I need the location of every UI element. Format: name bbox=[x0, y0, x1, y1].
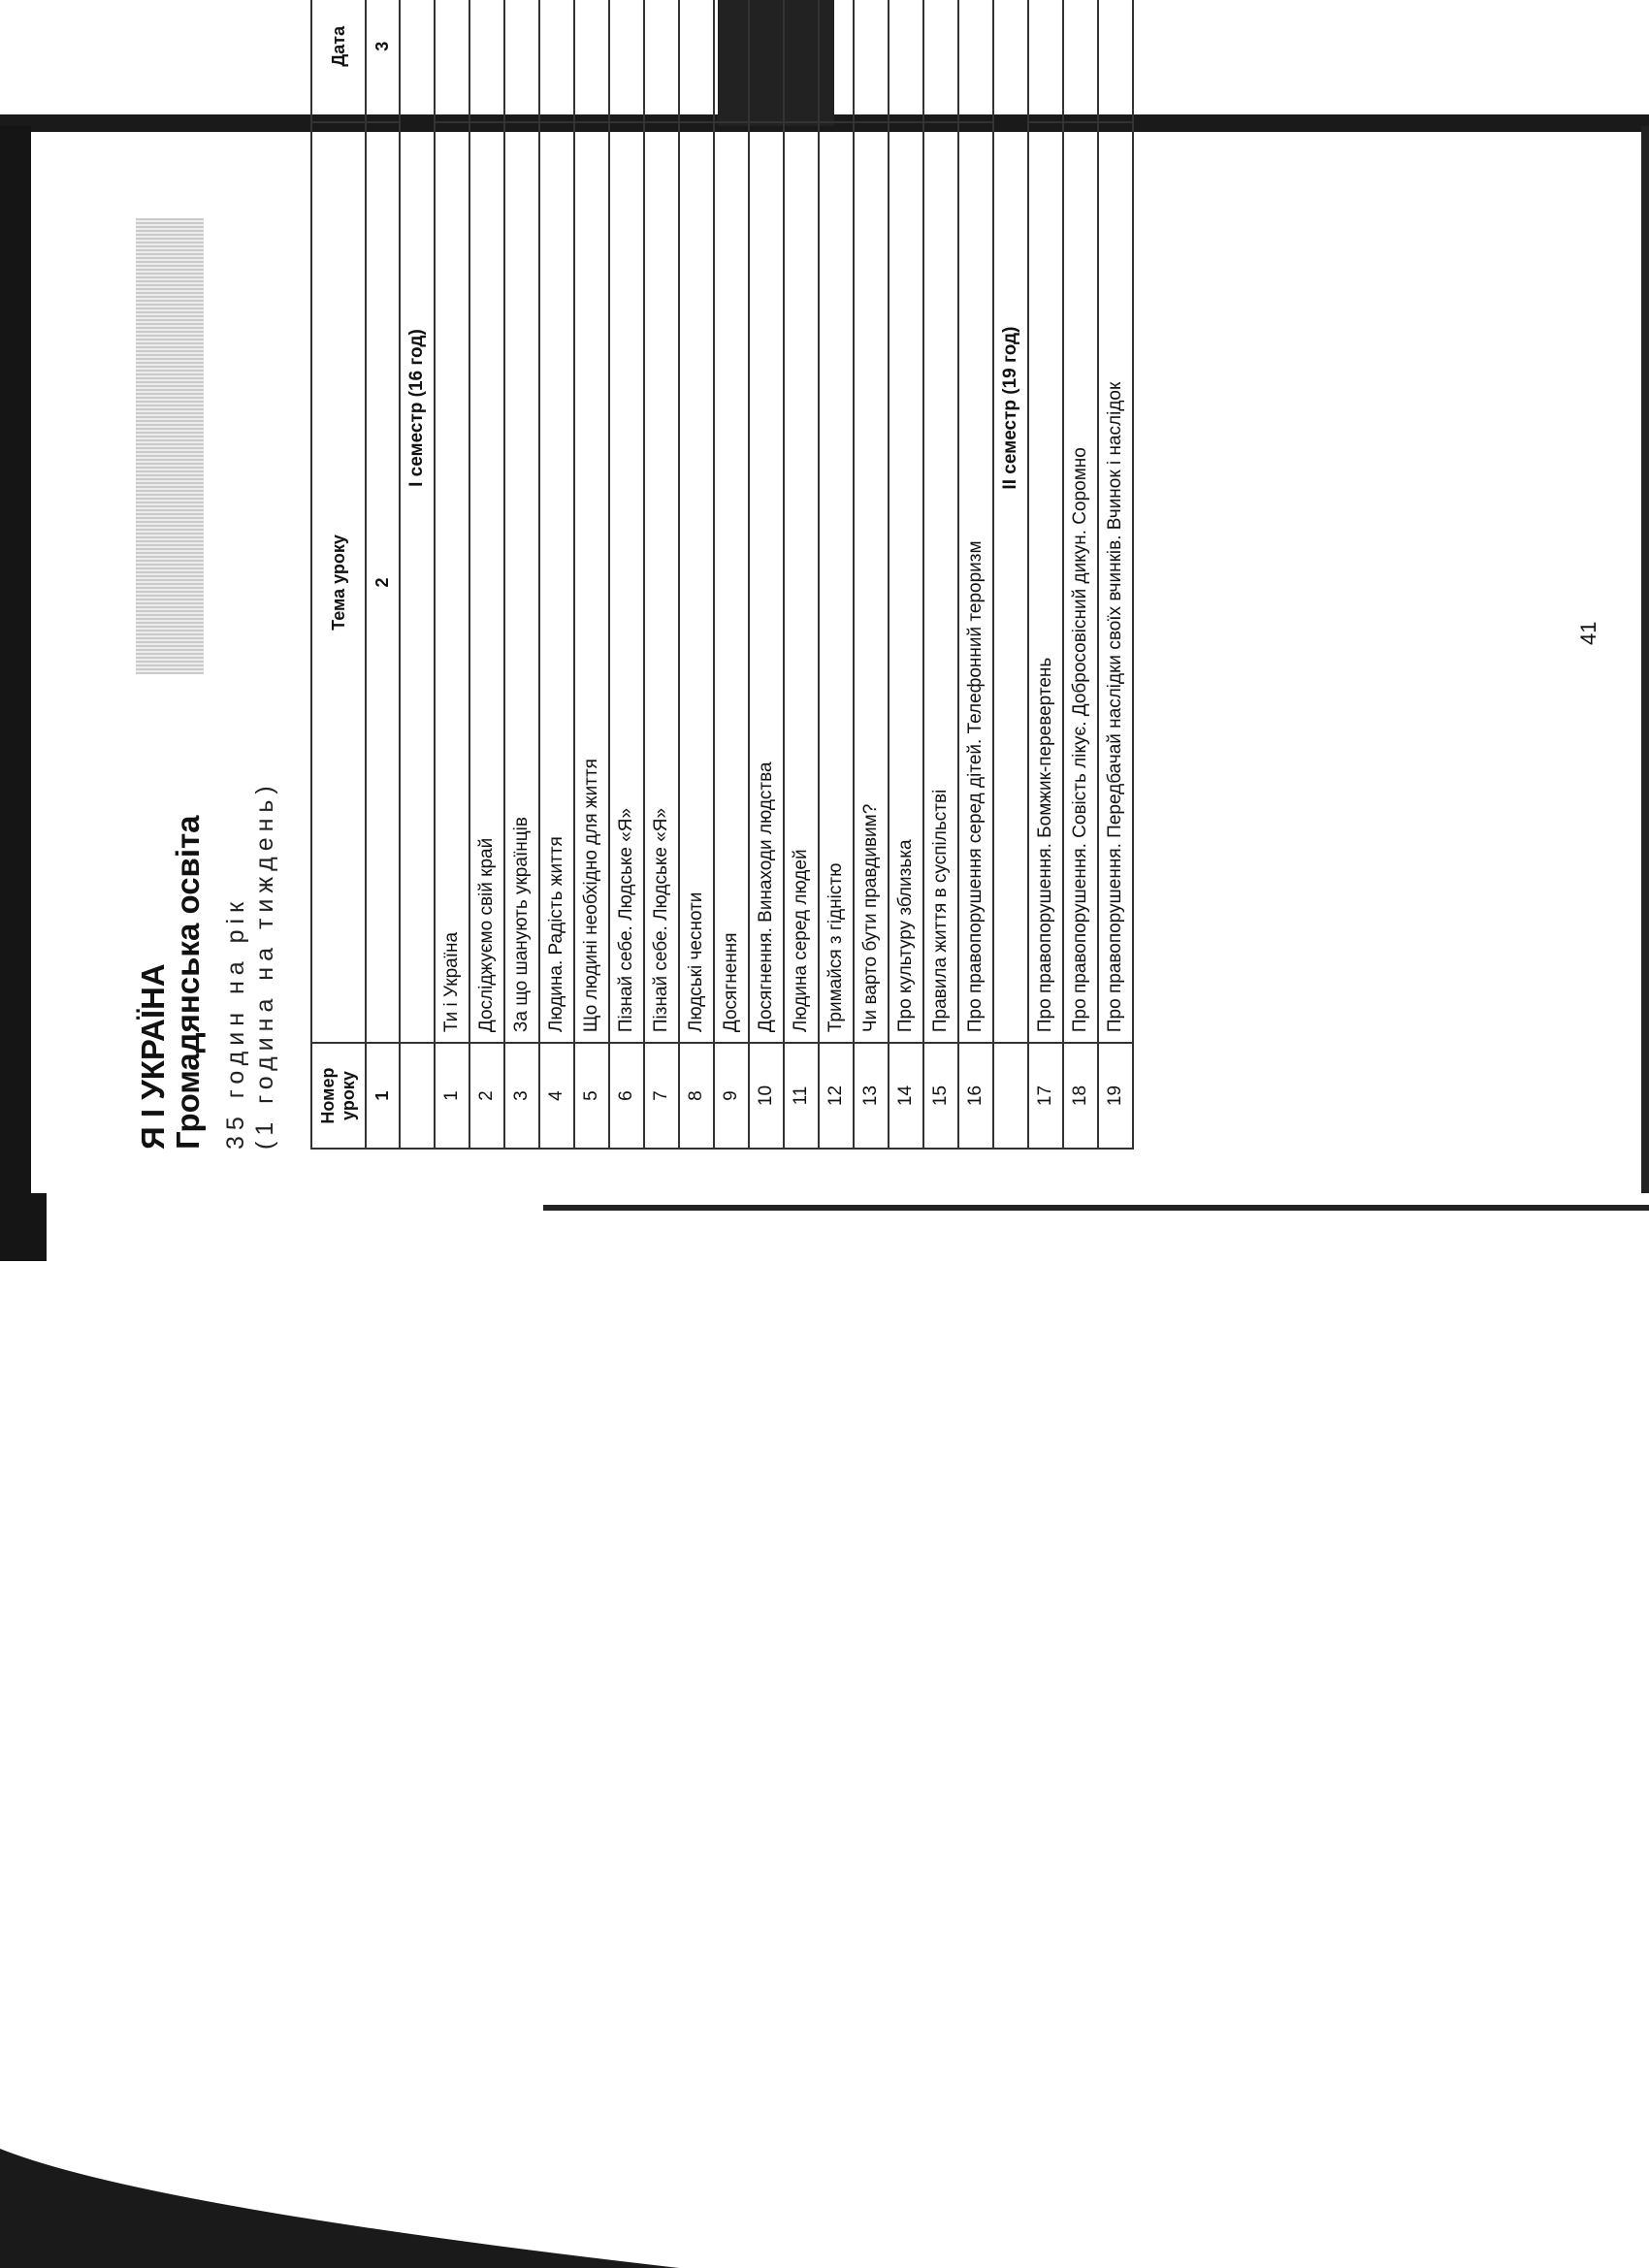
table-row bbox=[539, 0, 574, 1149]
lesson-date-cell bbox=[574, 0, 609, 122]
table-row bbox=[889, 0, 923, 1149]
lesson-topic: Пізнай себе. Людське «Я» bbox=[644, 122, 679, 1043]
table-row bbox=[469, 0, 504, 1149]
lesson-number: 12 bbox=[819, 1043, 854, 1149]
col-header-number: Номер уроку bbox=[311, 1043, 366, 1149]
col-index-2: 2 bbox=[366, 122, 400, 1043]
lesson-date-cell bbox=[889, 0, 923, 122]
lesson-topic: Про правопорушення. Передбачай наслідки своїх вчинків. Вчинок і наслідок bbox=[1098, 122, 1133, 1043]
table-row bbox=[679, 0, 714, 1149]
table-row bbox=[958, 0, 993, 1149]
table-row bbox=[609, 0, 644, 1149]
semester-row bbox=[400, 0, 435, 1149]
table-row bbox=[574, 0, 609, 1149]
lesson-number: 8 bbox=[679, 1043, 714, 1149]
lesson-number: 15 bbox=[923, 1043, 958, 1149]
title-line-2: Громадянська освіта bbox=[170, 815, 206, 1150]
col-index-1: 1 bbox=[366, 1043, 400, 1149]
page-number: 41 bbox=[1576, 621, 1600, 645]
lesson-topic: Досягнення bbox=[714, 122, 749, 1043]
table-row bbox=[923, 0, 958, 1149]
lesson-date-cell bbox=[644, 0, 679, 122]
lesson-number: 7 bbox=[644, 1043, 679, 1149]
title-line-1: Я І УКРАЇНА bbox=[135, 963, 171, 1150]
lesson-plan-table bbox=[310, 0, 1134, 1150]
lesson-date-cell bbox=[854, 0, 889, 122]
lesson-topic: За що шанують українців bbox=[504, 122, 539, 1043]
lesson-number: 10 bbox=[749, 1043, 784, 1149]
lesson-number: 16 bbox=[958, 1043, 993, 1149]
table-row bbox=[1063, 0, 1098, 1149]
lesson-date-cell bbox=[923, 0, 958, 122]
lesson-topic: Правила життя в суспільстві bbox=[923, 122, 958, 1043]
lesson-date-cell bbox=[469, 0, 504, 122]
lesson-number: 13 bbox=[854, 1043, 889, 1149]
lesson-number: 18 bbox=[1063, 1043, 1098, 1149]
lesson-number: 5 bbox=[574, 1043, 609, 1149]
lesson-topic: Досліджуємо свій край bbox=[469, 122, 504, 1043]
lesson-number: 3 bbox=[504, 1043, 539, 1149]
col-header-date: Дата bbox=[311, 0, 366, 122]
header-gray-strip bbox=[136, 218, 204, 674]
hours-line-1: 35 годин на рік bbox=[222, 895, 249, 1150]
lesson-date-cell bbox=[749, 0, 784, 122]
lesson-topic: Ти і Україна bbox=[435, 122, 469, 1043]
lesson-date-cell bbox=[819, 0, 854, 122]
lesson-date-cell bbox=[435, 0, 469, 122]
hours-line-2: (1 година на тиждень) bbox=[251, 780, 278, 1150]
lesson-date-cell bbox=[1063, 0, 1098, 122]
table-body bbox=[400, 0, 1133, 1149]
lesson-date-cell bbox=[1098, 0, 1133, 122]
lesson-date-cell bbox=[539, 0, 574, 122]
lesson-topic: Про правопорушення. Совість лікує. Добросовісний дикун. Соромно bbox=[1063, 122, 1098, 1043]
semester-label: II семестр (19 год) bbox=[993, 0, 1028, 1043]
lesson-number: 9 bbox=[714, 1043, 749, 1149]
rotated-content bbox=[135, 25, 1600, 1150]
lesson-date-cell bbox=[609, 0, 644, 122]
table-row bbox=[854, 0, 889, 1149]
lesson-date-cell bbox=[1028, 0, 1063, 122]
lesson-number: 19 bbox=[1098, 1043, 1133, 1149]
lesson-date-cell bbox=[784, 0, 819, 122]
semester-empty-cell bbox=[400, 1043, 435, 1149]
lesson-number: 17 bbox=[1028, 1043, 1063, 1149]
lesson-number: 6 bbox=[609, 1043, 644, 1149]
table-row bbox=[819, 0, 854, 1149]
lesson-topic: Про культуру зблизька bbox=[889, 122, 923, 1043]
semester-empty-cell bbox=[993, 1043, 1028, 1149]
lesson-number: 4 bbox=[539, 1043, 574, 1149]
table-row bbox=[504, 0, 539, 1149]
lesson-topic: Людина серед людей bbox=[784, 122, 819, 1043]
lesson-number: 2 bbox=[469, 1043, 504, 1149]
lesson-date-cell bbox=[504, 0, 539, 122]
col-header-topic: Тема уроку bbox=[311, 122, 366, 1043]
table-row bbox=[749, 0, 784, 1149]
table-row bbox=[784, 0, 819, 1149]
lesson-date-cell bbox=[679, 0, 714, 122]
page-title bbox=[136, 703, 206, 1150]
lesson-topic: Про правопорушення серед дітей. Телефонний тероризм bbox=[958, 122, 993, 1043]
lesson-topic: Людські чесноти bbox=[679, 122, 714, 1043]
semester-row bbox=[993, 0, 1028, 1149]
table-row bbox=[1098, 0, 1133, 1149]
table-row bbox=[1028, 0, 1063, 1149]
semester-label: І семестр (16 год) bbox=[400, 0, 435, 1043]
lesson-topic: Чи варто бути правдивим? bbox=[854, 122, 889, 1043]
lesson-number: 11 bbox=[784, 1043, 819, 1149]
lesson-number: 1 bbox=[435, 1043, 469, 1149]
lesson-topic: Людина. Радість життя bbox=[539, 122, 574, 1043]
table-row bbox=[644, 0, 679, 1149]
lesson-topic: Досягнення. Винаходи людства bbox=[749, 122, 784, 1043]
lesson-topic: Пізнай себе. Людське «Я» bbox=[609, 122, 644, 1043]
hours-info bbox=[221, 470, 279, 1150]
lesson-date-cell bbox=[958, 0, 993, 122]
table-row bbox=[714, 0, 749, 1149]
lesson-date-cell bbox=[714, 0, 749, 122]
lesson-topic: Про правопорушення. Бомжик-перевертень bbox=[1028, 122, 1063, 1043]
lesson-number: 14 bbox=[889, 1043, 923, 1149]
lesson-topic: Що людині необхідно для життя bbox=[574, 122, 609, 1043]
table-row bbox=[435, 0, 469, 1149]
lesson-topic: Тримайся з гідністю bbox=[819, 122, 854, 1043]
col-index-3: 3 bbox=[366, 0, 400, 122]
